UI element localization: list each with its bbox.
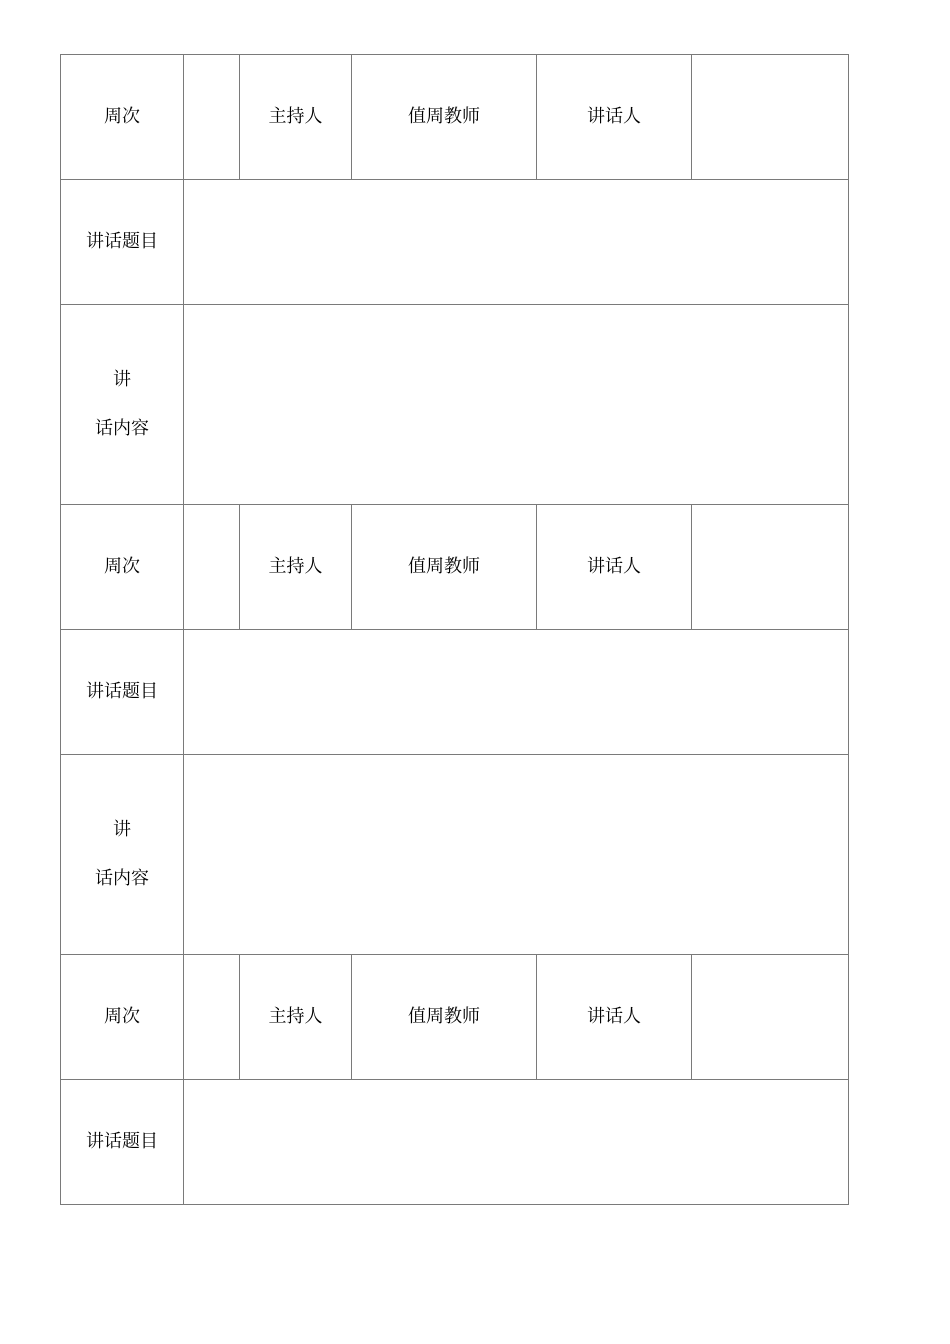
speech-record-form (60, 54, 848, 1205)
topic-value-cell[interactable] (184, 630, 849, 755)
entry-header-row (61, 505, 849, 630)
entry-topic-row (61, 1080, 849, 1205)
duty-teacher-label: 值周教师 (352, 955, 537, 1080)
content-label (95, 371, 149, 438)
week-value-cell[interactable] (184, 55, 240, 180)
content-label-line1: 讲 (113, 369, 131, 390)
content-value-cell[interactable] (184, 755, 849, 955)
week-label: 周次 (61, 55, 184, 180)
speaker-label: 讲话人 (537, 955, 692, 1080)
week-value-cell[interactable] (184, 505, 240, 630)
speaker-value-cell[interactable] (692, 505, 849, 630)
topic-label: 讲话题目 (61, 180, 184, 305)
host-label: 主持人 (240, 55, 352, 180)
content-label-cell (61, 305, 184, 505)
topic-label: 讲话题目 (61, 1080, 184, 1205)
content-label-cell (61, 755, 184, 955)
host-label: 主持人 (240, 505, 352, 630)
form-table (60, 54, 849, 1205)
week-label: 周次 (61, 955, 184, 1080)
entry-header-row (61, 955, 849, 1080)
topic-value-cell[interactable] (184, 1080, 849, 1205)
content-label-line2: 话内容 (95, 868, 149, 889)
speaker-value-cell[interactable] (692, 55, 849, 180)
entry-content-row (61, 305, 849, 505)
week-label: 周次 (61, 505, 184, 630)
host-label: 主持人 (240, 955, 352, 1080)
topic-label: 讲话题目 (61, 630, 184, 755)
content-label-line1: 讲 (113, 819, 131, 840)
speaker-value-cell[interactable] (692, 955, 849, 1080)
content-value-cell[interactable] (184, 305, 849, 505)
entry-topic-row (61, 630, 849, 755)
content-label-line2: 话内容 (95, 418, 149, 439)
duty-teacher-label: 值周教师 (352, 55, 537, 180)
week-value-cell[interactable] (184, 955, 240, 1080)
speaker-label: 讲话人 (537, 505, 692, 630)
duty-teacher-label: 值周教师 (352, 505, 537, 630)
content-label (95, 821, 149, 888)
entry-header-row (61, 55, 849, 180)
topic-value-cell[interactable] (184, 180, 849, 305)
entry-content-row (61, 755, 849, 955)
entry-topic-row (61, 180, 849, 305)
speaker-label: 讲话人 (537, 55, 692, 180)
